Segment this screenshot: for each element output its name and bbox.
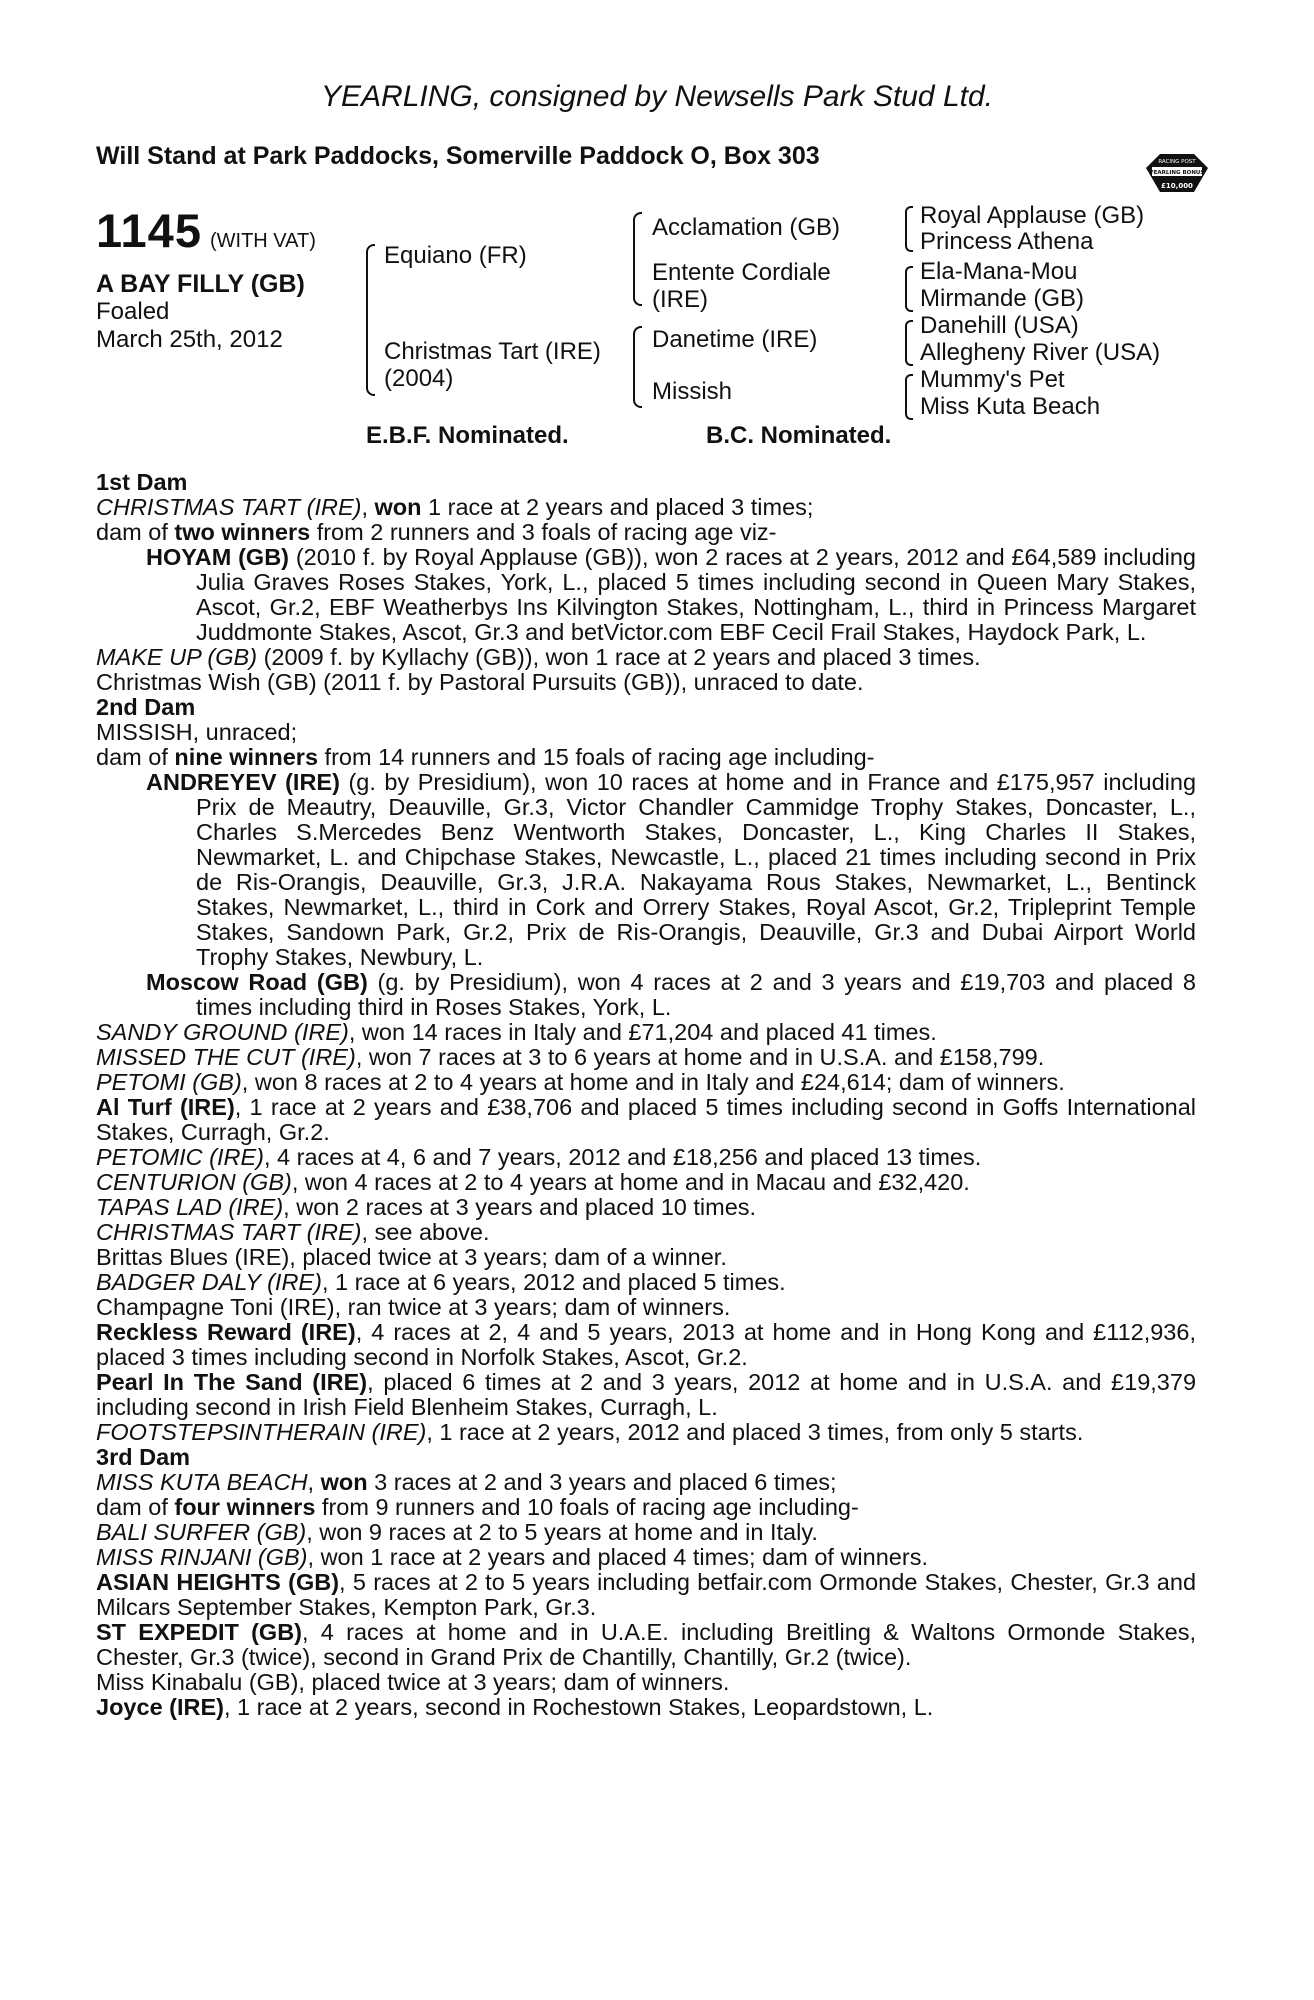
great-granddam-1: Princess Athena [920,228,1094,255]
lot-number: 1145 [96,204,202,257]
stand-location: Will Stand at Park Paddocks, Somerville Paddock O, Box 303 [96,142,820,170]
sire: Equiano (FR) [384,242,527,269]
dam2-line2: dam of nine winners from 14 runners and 15 foals of racing age including- [96,744,875,770]
great-granddam-4: Miss Kuta Beach [920,393,1101,420]
pedigree-brace [905,374,913,420]
dam3-line2: dam of four winners from 9 runners and 10 foals of racing age including- [96,1494,859,1520]
pedigree-brace [905,320,913,366]
pedigree-brace [366,244,375,396]
great-grandsire-4: Mummy's Pet [920,366,1065,393]
progeny-entry: MISSED THE CUT (IRE), won 7 races at 3 to 6 years at home and in U.S.A. and £158,799. [96,1044,1045,1070]
progeny-entry: ASIAN HEIGHTS (GB), 5 races at 2 to 5 years including betfair.com Ormonde Stakes, Chester, Gr.3 and Milcars September Stakes, Kempton Park, Gr.3. [96,1569,1197,1620]
lot-number-block [96,203,316,258]
progeny-entry: FOOTSTEPSINTHERAIN (IRE), 1 race at 2 years, 2012 and placed 3 times, from only 5 starts. [96,1419,1084,1445]
horse-description: A BAY FILLY (GB) [96,270,305,298]
dam2-line1: MISSISH, unraced; [96,719,298,745]
catalogue-body [96,470,1196,1720]
pedigree-brace [633,326,642,408]
dam3-line1: MISS KUTA BEACH, won 3 races at 2 and 3 years and placed 6 times; [96,1469,837,1495]
progeny-entry: HOYAM (GB) (2010 f. by Royal Applause (GB)), won 2 races at 2 years, 2012 and £64,589 including Julia Graves Roses Stakes, York, L., placed 5 times including second in Queen Mary Stakes, Ascot, Gr.2, EBF Weatherbys Ins Kilvington Stakes, Nottingham, L., third in Princess Margaret Juddmonte Stakes, Ascot, Gr.3 and betVictor.com EBF Cecil Frail Stakes, Haydock Park, L. [146,544,1196,645]
foaled-value: March 25th, 2012 [96,326,283,353]
great-grandsire-1: Royal Applause (GB) [920,202,1145,229]
pedigree-brace [905,206,913,252]
great-grandsire-3: Danehill (USA) [920,312,1079,339]
progeny-entry: Al Turf (IRE), 1 race at 2 years and £38,706 and placed 5 times including second in Goffs International Stakes, Curragh, Gr.2. [96,1094,1196,1145]
progeny-entry: Pearl In The Sand (IRE), placed 6 times at 2 and 3 years, 2012 at home and in U.S.A. and £19,379 including second in Irish Field Blenheim Stakes, Curragh, L. [96,1369,1197,1420]
consignment-line: YEARLING, consigned by Newsells Park Stud Ltd. [321,80,993,113]
foaled-date [96,298,336,354]
vat-note: (WITH VAT) [209,230,316,252]
dam: Christmas Tart (IRE) (2004) [384,338,601,392]
progeny-entry: ST EXPEDIT (GB), 4 races at home and in U.A.E. including Breitling & Waltons Ormonde Stakes, Chester, Gr.3 (twice), second in Grand Prix de Chantilly, Chantilly, Gr.2 (twice). [96,1619,1196,1670]
dam2-heading: 2nd Dam [96,694,196,720]
grandsire-2: Danetime (IRE) [652,326,818,353]
dam1-line2: dam of two winners from 2 runners and 3 foals of racing age viz- [96,519,777,545]
progeny-entry: Moscow Road (GB) (g. by Presidium), won 4 races at 2 and 3 years and £19,703 and placed 8 times including third in Roses Stakes, York, L. [146,969,1196,1020]
ebf-nominated: E.B.F. Nominated. [366,422,569,449]
great-granddam-2: Mirmande (GB) [920,285,1085,312]
badge-line1: RACING POST [1158,159,1196,165]
progeny-entry: Joyce (IRE), 1 race at 2 years, second in Rochestown Stakes, Leopardstown, L. [96,1694,934,1720]
progeny-entry: PETOMI (GB), won 8 races at 2 to 4 years at home and in Italy and £24,614; dam of winners. [96,1069,1065,1095]
granddam-1: Entente Cordiale (IRE) [652,259,831,313]
progeny-entry: TAPAS LAD (IRE), won 2 races at 3 years and placed 10 times. [96,1194,757,1220]
granddam-2: Missish [652,378,733,405]
pedigree-brace [905,266,913,312]
progeny-entry: CHRISTMAS TART (IRE), see above. [96,1219,490,1245]
badge-line2: YEARLING BONUS [1149,170,1205,176]
progeny-entry: BALI SURFER (GB), won 9 races at 2 to 5 years at home and in Italy. [96,1519,818,1545]
progeny-entry: SANDY GROUND (IRE), won 14 races in Italy and £71,204 and placed 41 times. [96,1019,937,1045]
bc-nominated: B.C. Nominated. [706,422,892,449]
great-grandsire-2: Ela-Mana-Mou [920,258,1078,285]
progeny-entry: ANDREYEV (IRE) (g. by Presidium), won 10 races at home and in France and £175,957 including Prix de Meautry, Deauville, Gr.3, Victor Chandler Cammidge Trophy Stakes, Doncaster, L., Charles S.Mercedes Benz Wentworth Stakes, Doncaster, L., King Charles II Stakes, Newmarket, L. and Chipchase Stakes, Newcastle, L., placed 21 times including second in Prix de Ris-Orangis, Deauville, Gr.3, J.R.A. Nakayama Rous Stakes, Newmarket, L., Bentinck Stakes, Newmarket, L., third in Cork and Orrery Stakes, Royal Ascot, Gr.2, Tripleprint Temple Stakes, Sandown Park, Gr.2, Prix de Ris-Orangis, Deauville, Gr.3 and Dubai Airport World Trophy Stakes, Newbury, L. [146,769,1197,970]
yearling-bonus-badge-icon [1140,146,1214,198]
dam1-line1: CHRISTMAS TART (IRE), won 1 race at 2 years and placed 3 times; [96,494,814,520]
progeny-entry: Miss Kinabalu (GB), placed twice at 3 years; dam of winners. [96,1669,730,1695]
progeny-entry: BADGER DALY (IRE), 1 race at 6 years, 2012 and placed 5 times. [96,1269,786,1295]
progeny-entry: Brittas Blues (IRE), placed twice at 3 years; dam of a winner. [96,1244,727,1270]
progeny-entry: CENTURION (GB), won 4 races at 2 to 4 years at home and in Macau and £32,420. [96,1169,970,1195]
grandsire-1: Acclamation (GB) [652,214,841,241]
foaled-label: Foaled [96,298,170,325]
progeny-entry: Reckless Reward (IRE), 4 races at 2, 4 and 5 years, 2013 at home and in Hong Kong and £112,936, placed 3 times including second in Norfolk Stakes, Ascot, Gr.2. [96,1319,1196,1370]
dam3-heading: 3rd Dam [96,1444,191,1470]
progeny-entry: MISS RINJANI (GB), won 1 race at 2 years and placed 4 times; dam of winners. [96,1544,928,1570]
progeny-entry: Christmas Wish (GB) (2011 f. by Pastoral Pursuits (GB)), unraced to date. [96,669,864,695]
progeny-entry: PETOMIC (IRE), 4 races at 4, 6 and 7 years, 2012 and £18,256 and placed 13 times. [96,1144,982,1170]
progeny-entry: MAKE UP (GB) (2009 f. by Kyllachy (GB)), won 1 race at 2 years and placed 3 times. [96,644,981,670]
badge-line3: £10,000 [1161,182,1193,190]
pedigree-brace [633,212,642,306]
great-granddam-3: Allegheny River (USA) [920,339,1161,366]
progeny-entry: Champagne Toni (IRE), ran twice at 3 years; dam of winners. [96,1294,731,1320]
dam1-heading: 1st Dam [96,469,188,495]
